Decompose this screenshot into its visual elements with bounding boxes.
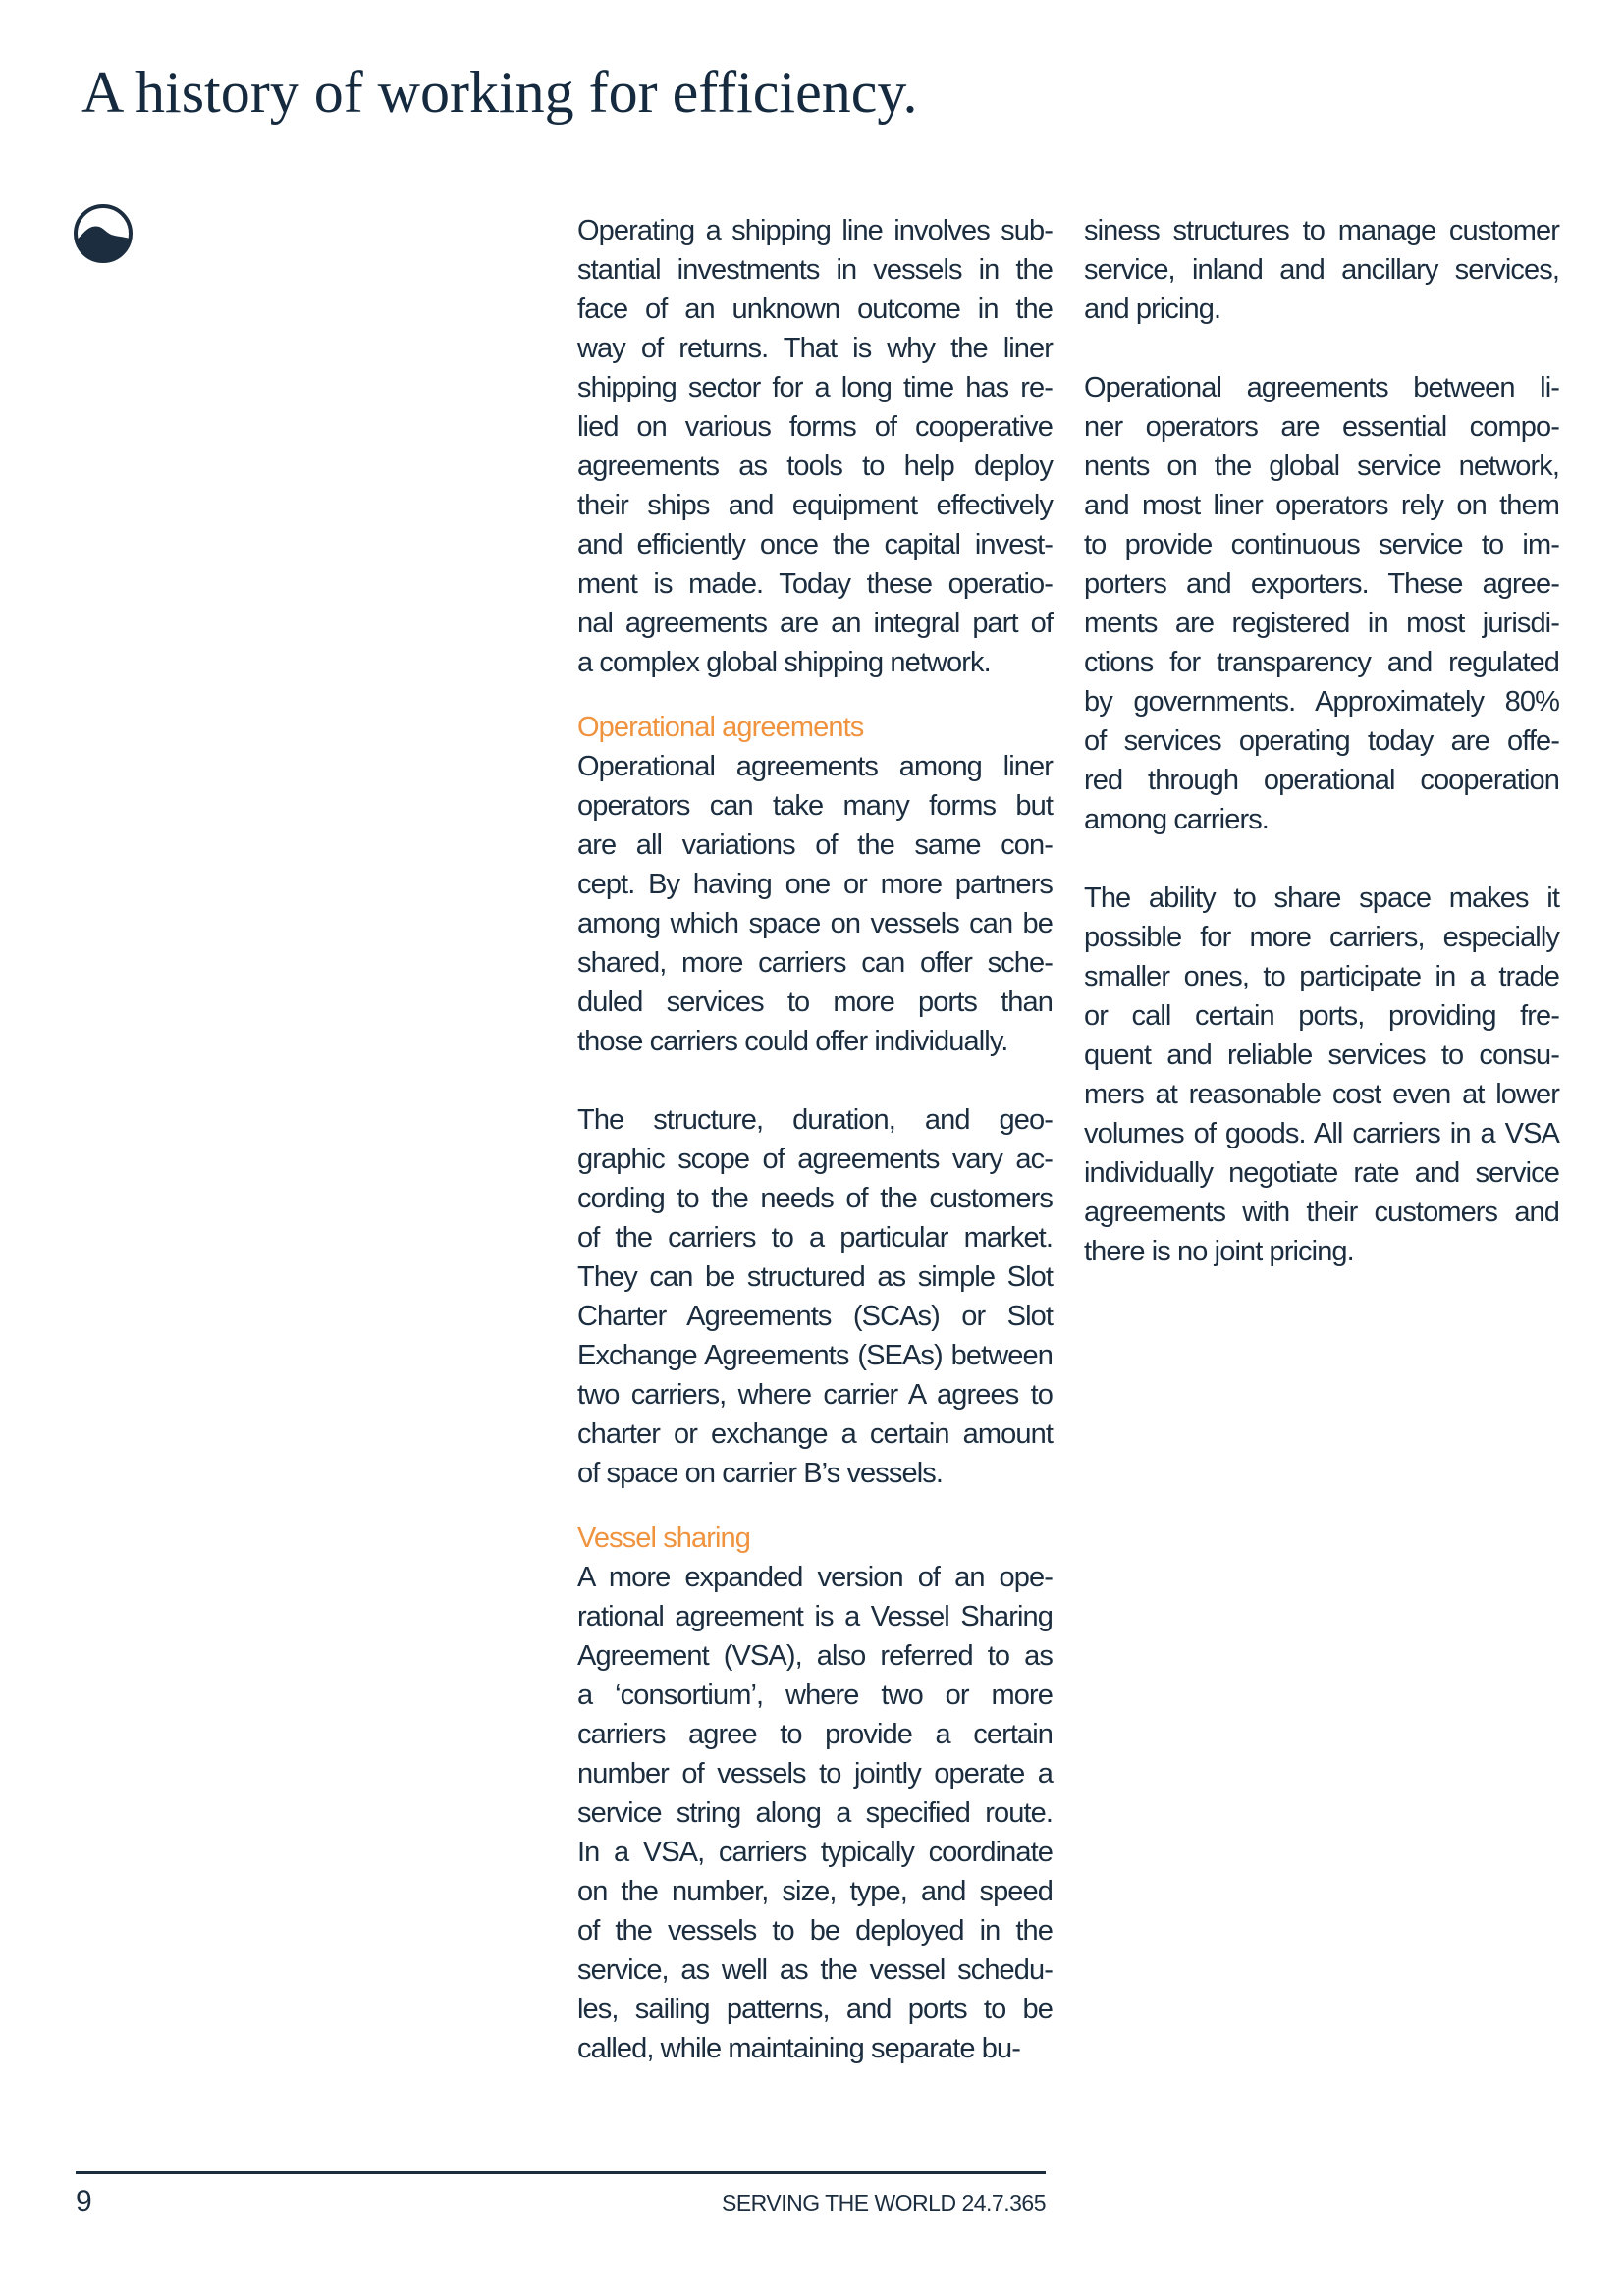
text-line: Charter Agreements (SCAs) or Slot bbox=[577, 1301, 1053, 1332]
text-line: their ships and equipment effectively bbox=[577, 490, 1053, 521]
text-line: by governments. Approximately 80% bbox=[1084, 686, 1559, 718]
text-line: The structure, duration, and geo- bbox=[577, 1104, 1053, 1136]
text-line: are all variations of the same con- bbox=[577, 829, 1053, 861]
text-line: lied on various forms of cooperative bbox=[577, 411, 1053, 443]
text-line: among carriers. bbox=[1084, 804, 1269, 835]
wave-circle-svg bbox=[73, 203, 134, 264]
text-line: and most liner operators rely on them bbox=[1084, 490, 1559, 521]
text-line: quent and reliable services to consu- bbox=[1084, 1040, 1559, 1071]
text-line: shared, more carriers can offer sche- bbox=[577, 947, 1053, 979]
paragraph bbox=[577, 211, 1053, 682]
text-line: red through operational cooperation bbox=[1084, 765, 1559, 796]
text-line: cording to the needs of the customers bbox=[577, 1183, 1053, 1214]
text-line: duled services to more ports than bbox=[577, 987, 1053, 1018]
text-line: shipping sector for a long time has re- bbox=[577, 372, 1053, 403]
page-title: A history of working for efficiency. bbox=[81, 60, 918, 125]
text-line: possible for more carriers, especially bbox=[1084, 922, 1559, 953]
text-line: to provide continuous service to im- bbox=[1084, 529, 1559, 561]
text-line: two carriers, where carrier A agrees to bbox=[577, 1379, 1053, 1411]
text-line: nents on the global service network, bbox=[1084, 451, 1559, 482]
text-column-left bbox=[577, 211, 1053, 2068]
footer-tagline: SERVING THE WORLD 24.7.365 bbox=[721, 2190, 1046, 2216]
footer bbox=[76, 2185, 1046, 2219]
text-line: among which space on vessels can be bbox=[577, 908, 1053, 939]
text-line: of the carriers to a particular market. bbox=[577, 1222, 1053, 1254]
text-line: ments are registered in most jurisdi- bbox=[1084, 608, 1559, 639]
page-number: 9 bbox=[76, 2185, 92, 2217]
paragraph bbox=[1084, 879, 1559, 1271]
text-line: a ‘consortium’, where two or more bbox=[577, 1680, 1053, 1711]
text-line: of services operating today are offe- bbox=[1084, 725, 1559, 757]
text-line: volumes of goods. All carriers in a VSA bbox=[1084, 1118, 1559, 1149]
text-line: on the number, size, type, and speed bbox=[577, 1876, 1053, 1907]
text-line: or call certain ports, providing fre- bbox=[1084, 1000, 1559, 1032]
text-line: ment is made. Today these operatio- bbox=[577, 568, 1053, 600]
section-heading: Vessel sharing bbox=[577, 1522, 751, 1554]
text-line: mers at reasonable cost even at lower bbox=[1084, 1079, 1559, 1110]
text-line: graphic scope of agreements vary ac- bbox=[577, 1144, 1053, 1175]
text-line: A more expanded version of an ope- bbox=[577, 1562, 1053, 1593]
text-line: of the vessels to be deployed in the bbox=[577, 1915, 1053, 1947]
paragraph bbox=[1084, 211, 1559, 329]
paragraph bbox=[577, 747, 1053, 1061]
text-line: number of vessels to jointly operate a bbox=[577, 1758, 1053, 1789]
text-line: siness structures to manage customer bbox=[1084, 215, 1559, 246]
paragraph bbox=[577, 1558, 1053, 2068]
text-line: cept. By having one or more partners bbox=[577, 869, 1053, 900]
text-line: ner operators are essential compo- bbox=[1084, 411, 1559, 443]
paragraph bbox=[577, 1100, 1053, 1493]
text-line: In a VSA, carriers typically coordinate bbox=[577, 1837, 1053, 1868]
text-line: of space on carrier B’s vessels. bbox=[577, 1458, 944, 1489]
text-line: face of an unknown outcome in the bbox=[577, 294, 1053, 325]
wave-circle-icon bbox=[73, 203, 134, 264]
text-line: service string along a specified route. bbox=[577, 1797, 1053, 1829]
text-line: individually negotiate rate and service bbox=[1084, 1157, 1559, 1189]
text-line: Operational agreements between li- bbox=[1084, 372, 1559, 403]
text-line: Agreement (VSA), also referred to as bbox=[577, 1640, 1053, 1672]
text-line: les, sailing patterns, and ports to be bbox=[577, 1994, 1053, 2025]
text-line: charter or exchange a certain amount bbox=[577, 1418, 1053, 1450]
text-line: carriers agree to provide a certain bbox=[577, 1719, 1053, 1750]
text-line: operators can take many forms but bbox=[577, 790, 1053, 822]
text-line: service, inland and ancillary services, bbox=[1084, 254, 1559, 286]
text-line: service, as well as the vessel schedu- bbox=[577, 1954, 1053, 1986]
text-line: The ability to share space makes it bbox=[1084, 882, 1559, 914]
paragraph bbox=[1084, 368, 1559, 839]
text-line: called, while maintaining separate bu- bbox=[577, 2033, 1021, 2064]
text-line: agreements as tools to help deploy bbox=[577, 451, 1053, 482]
text-line: Operational agreements among liner bbox=[577, 751, 1053, 782]
text-line: smaller ones, to participate in a trade bbox=[1084, 961, 1559, 992]
text-line: ctions for transparency and regulated bbox=[1084, 647, 1559, 678]
text-line: a complex global shipping network. bbox=[577, 647, 991, 678]
text-line: nal agreements are an integral part of bbox=[577, 608, 1053, 639]
footer-divider bbox=[76, 2171, 1046, 2174]
text-line: porters and exporters. These agree- bbox=[1084, 568, 1559, 600]
text-line: agreements with their customers and bbox=[1084, 1197, 1559, 1228]
text-line: those carriers could offer individually. bbox=[577, 1026, 1008, 1057]
text-line: rational agreement is a Vessel Sharing bbox=[577, 1601, 1053, 1632]
text-line: Operating a shipping line involves sub- bbox=[577, 215, 1053, 246]
text-line: Exchange Agreements (SEAs) between bbox=[577, 1340, 1053, 1371]
text-line: stantial investments in vessels in the bbox=[577, 254, 1053, 286]
text-line: and efficiently once the capital invest- bbox=[577, 529, 1053, 561]
text-line: They can be structured as simple Slot bbox=[577, 1261, 1053, 1293]
text-line: there is no joint pricing. bbox=[1084, 1236, 1354, 1267]
text-column-right bbox=[1084, 211, 1559, 1271]
text-line: and pricing. bbox=[1084, 294, 1221, 325]
section-heading: Operational agreements bbox=[577, 712, 864, 743]
text-line: way of returns. That is why the liner bbox=[577, 333, 1053, 364]
